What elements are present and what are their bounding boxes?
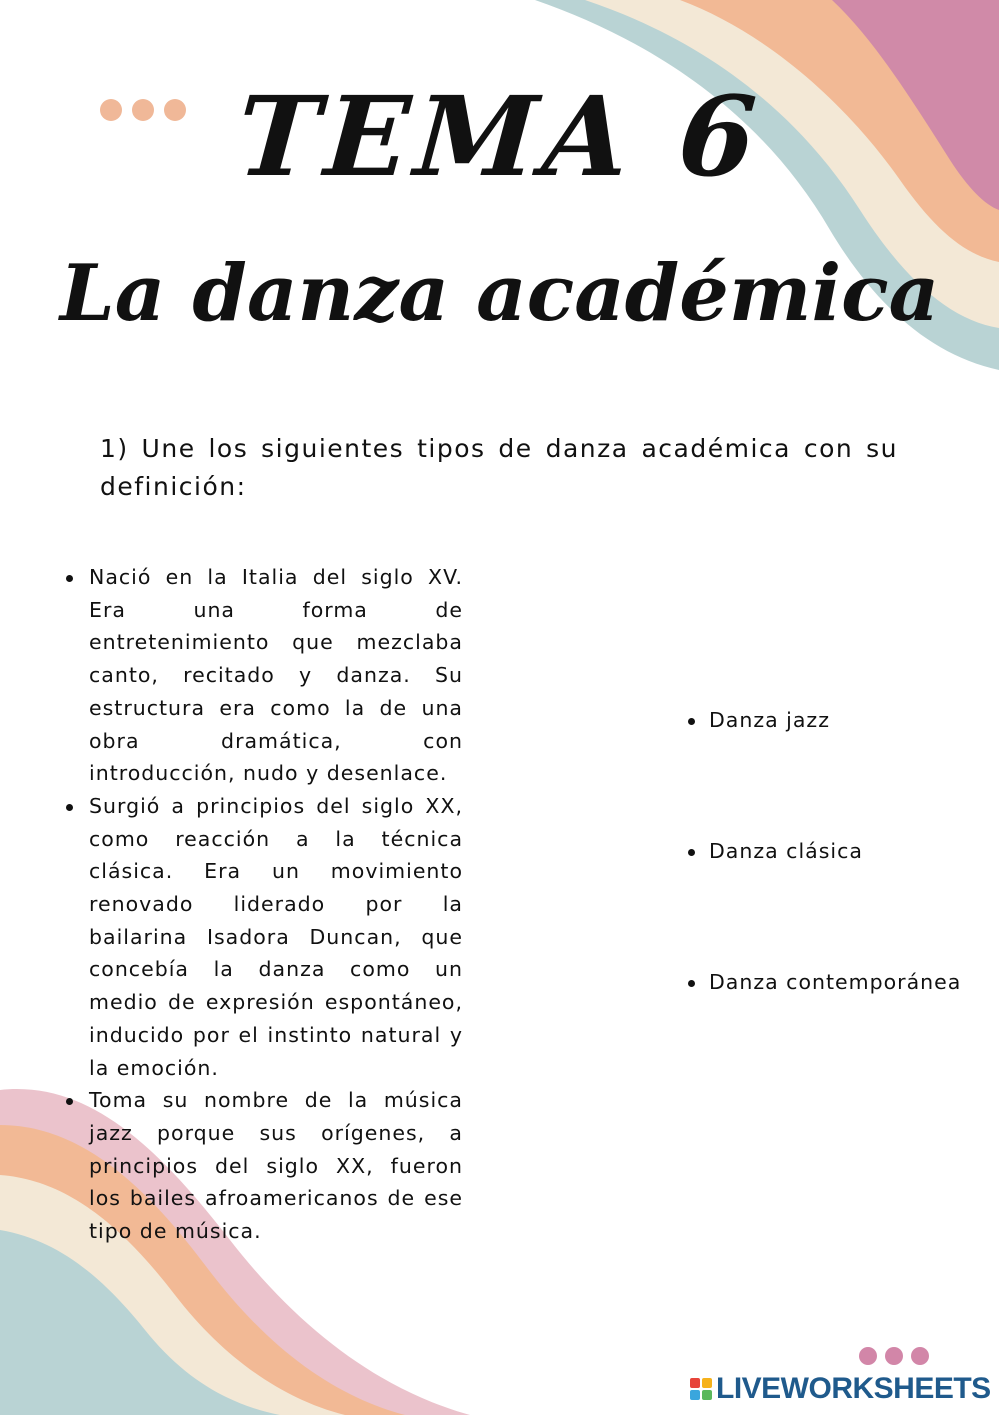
- definitions-list: [63, 561, 463, 1248]
- dot: [885, 1347, 903, 1365]
- type-item-clasica[interactable]: Danza clásica: [685, 835, 863, 867]
- dot: [859, 1347, 877, 1365]
- type-item-jazz[interactable]: Danza jazz: [685, 704, 830, 736]
- exercise-instruction: 1) Une los siguientes tipos de danza académica con su definición:: [100, 434, 898, 501]
- liveworksheets-logo-icon: [690, 1378, 712, 1400]
- decorative-dots-bottom: [859, 1347, 929, 1365]
- definition-item[interactable]: Toma su nombre de la música jazz porque sus orígenes, a principios del siglo XX, fueron los bailes afroamericanos de ese tipo de música.: [63, 1084, 463, 1248]
- brand-name: LIVEWORKSHEETS: [716, 1372, 991, 1405]
- definition-item[interactable]: Surgió a principios del siglo XX, como reacción a la técnica clásica. Era un movimiento renovado liderado por la bailarina Isadora Duncan, que concebía la danza como un medio de expresión espontáneo, inducido por el instinto natural y la emoción.: [63, 790, 463, 1084]
- liveworksheets-brand: [690, 1372, 991, 1406]
- definition-item[interactable]: Nació en la Italia del siglo XV. Era una forma de entretenimiento que mezclaba canto, recitado y danza. Su estructura era como la de una obra dramática, con introducción, nudo y desenlace.: [63, 561, 463, 790]
- dot: [911, 1347, 929, 1365]
- page-title: TEMA 6: [233, 72, 766, 201]
- type-item-contemporanea[interactable]: Danza contemporánea: [685, 966, 961, 998]
- page-subtitle: La danza académica: [59, 248, 940, 339]
